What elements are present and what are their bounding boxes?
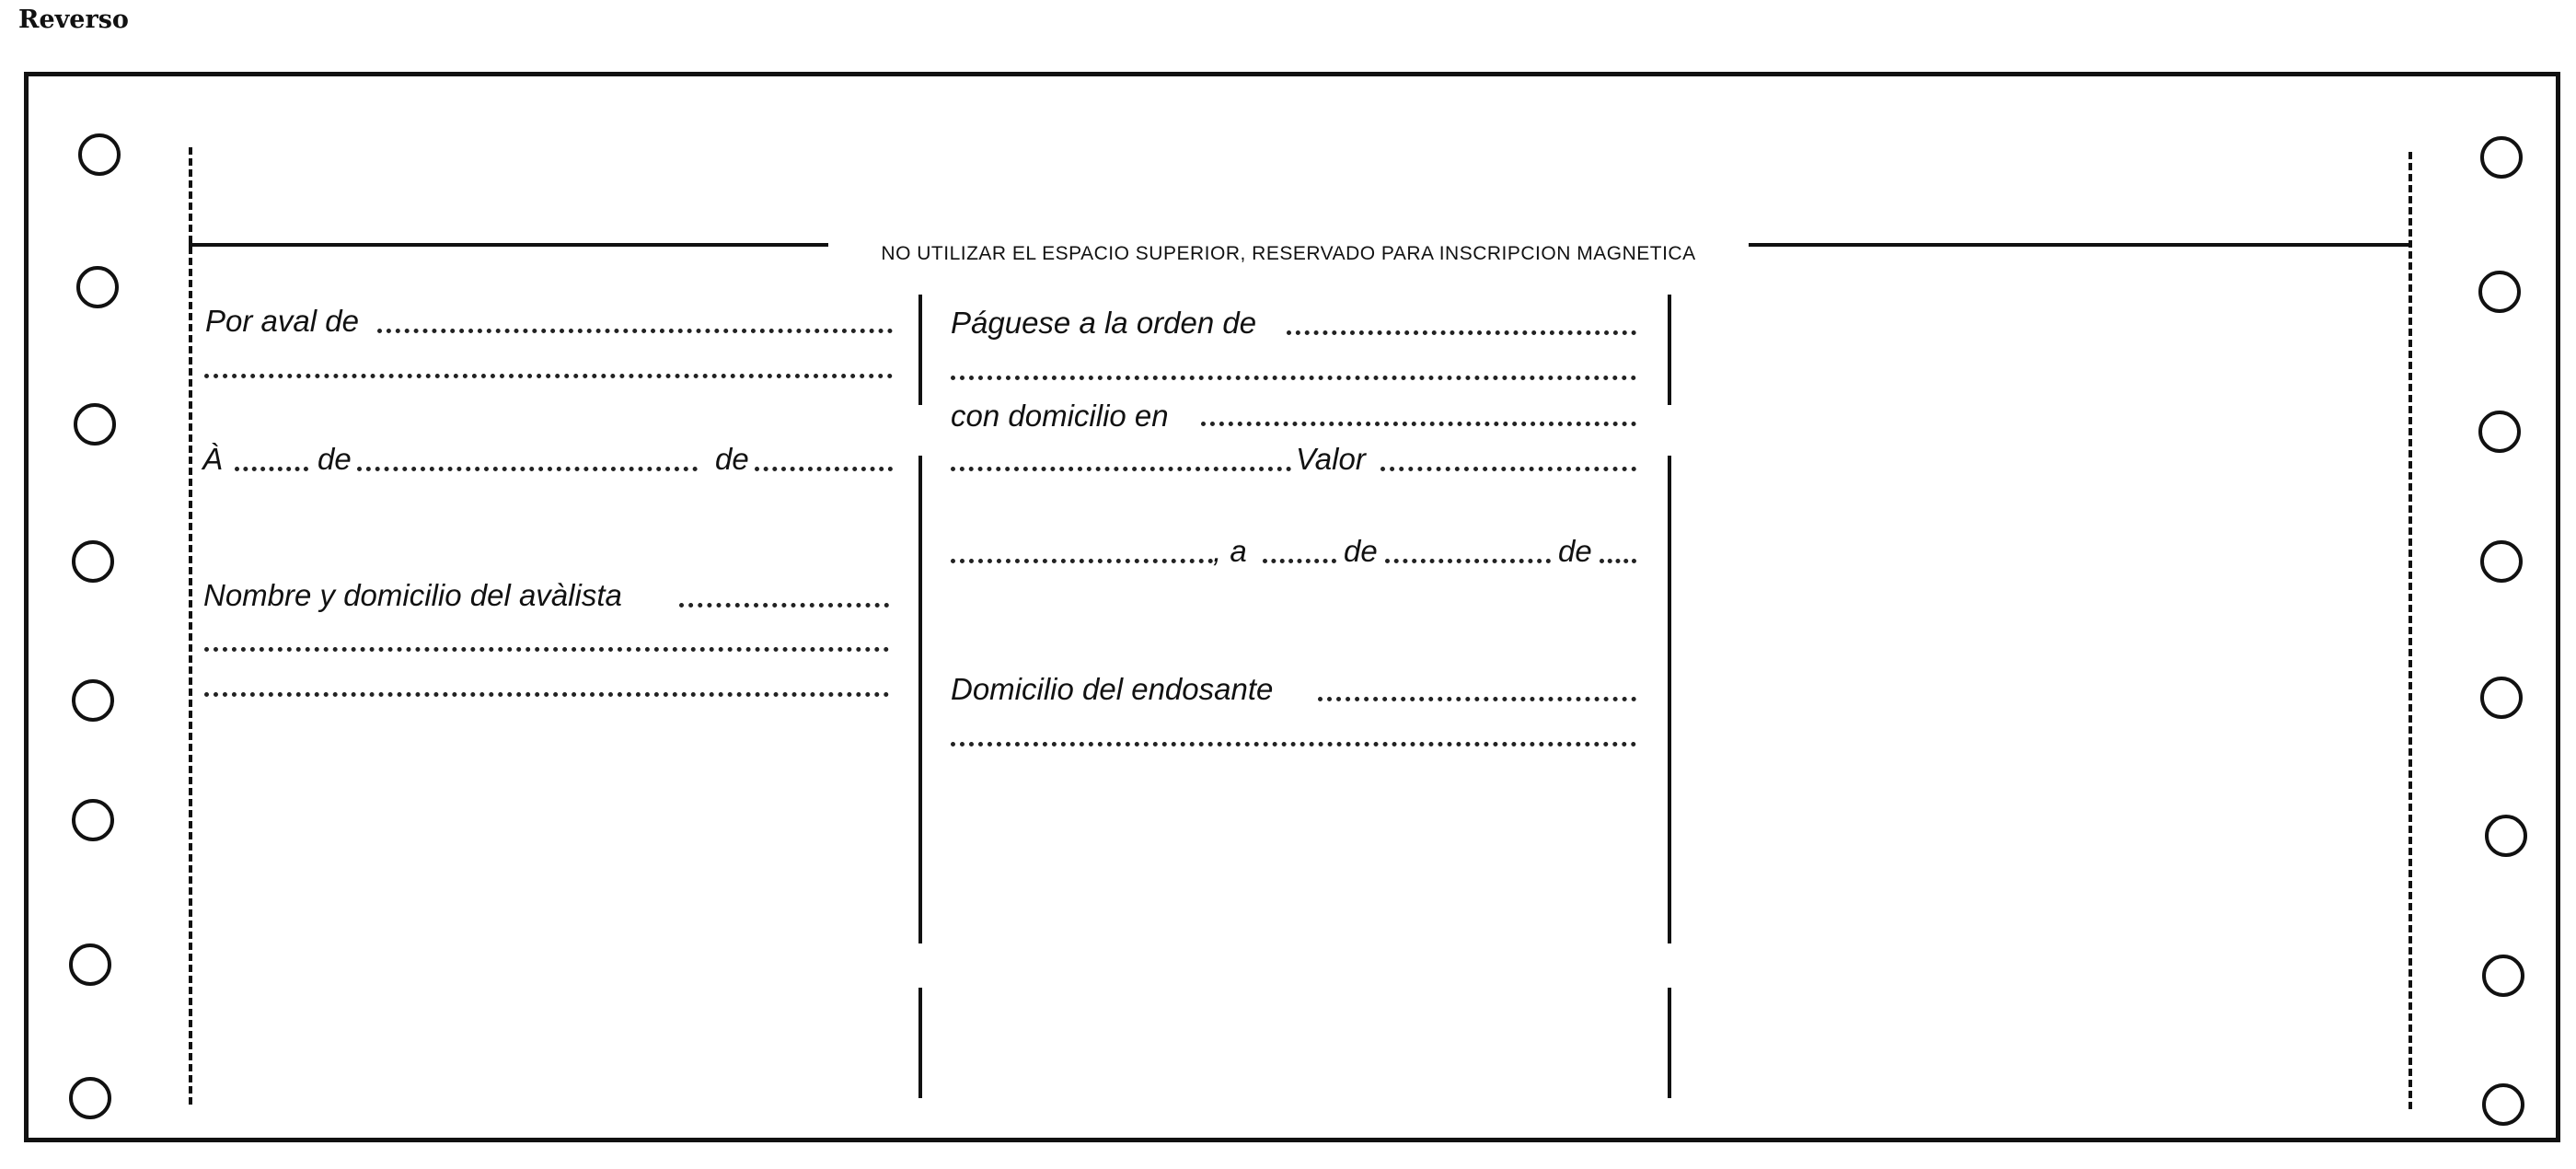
paguese-label: Páguese a la orden de <box>951 306 1257 340</box>
sprocket-hole-right-7 <box>2482 955 2524 997</box>
sprocket-hole-left-2 <box>76 266 119 308</box>
avalista-label: Nombre y domicilio del avàlista <box>203 578 622 612</box>
aval-date-year-line <box>755 467 893 471</box>
sprocket-hole-right-4 <box>2480 540 2523 583</box>
con-domicilio-label: con domicilio en <box>951 399 1169 433</box>
perforation-line-left <box>189 147 192 1105</box>
paguese-fill-line-1 <box>1287 330 1636 335</box>
sprocket-hole-left-6 <box>72 799 114 841</box>
paguese-fill-line-2 <box>951 376 1636 380</box>
divider-2-upper <box>1668 295 1671 405</box>
endoso-date-month-line <box>1385 559 1551 563</box>
valor-fill-line-left <box>951 467 1291 471</box>
avalista-fill-line-2 <box>204 647 889 652</box>
sprocket-hole-left-8 <box>69 1077 111 1119</box>
sprocket-hole-left-4 <box>72 540 114 583</box>
aval-fill-line-1 <box>377 329 893 333</box>
aval-date-de-1: de <box>318 442 352 476</box>
sprocket-hole-right-8 <box>2482 1083 2524 1126</box>
sprocket-hole-right-3 <box>2478 411 2521 453</box>
endoso-date-day-line <box>1263 559 1336 563</box>
aval-date-de-2: de <box>715 442 749 476</box>
sprocket-hole-left-5 <box>72 679 114 722</box>
endoso-date-place-line <box>951 559 1213 563</box>
sprocket-hole-right-6 <box>2485 815 2527 857</box>
endoso-date-year-line <box>1600 559 1636 563</box>
sprocket-hole-left-3 <box>74 403 116 446</box>
aval-date-a: À <box>202 442 224 476</box>
endoso-date-de-1: de <box>1344 534 1378 568</box>
valor-label: Valor <box>1296 442 1366 476</box>
sprocket-hole-right-2 <box>2478 271 2521 313</box>
aval-fill-line-2 <box>204 374 893 378</box>
sprocket-hole-left-1 <box>78 133 121 176</box>
domicilio-endosante-fill-line-1 <box>1318 697 1636 701</box>
sprocket-hole-right-1 <box>2480 136 2523 179</box>
divider-1-lower <box>918 988 922 1098</box>
avalista-fill-line-1 <box>679 603 889 608</box>
endoso-date-de-2: de <box>1558 534 1592 568</box>
perforation-line-right <box>2409 152 2412 1109</box>
domicilio-endosante-fill-line-2 <box>951 742 1636 747</box>
valor-fill-line-right <box>1380 467 1636 471</box>
endoso-date-a: , a <box>1213 534 1247 568</box>
aval-date-month-line <box>357 467 698 471</box>
con-domicilio-fill-line <box>1201 422 1636 426</box>
domicilio-endosante-label: Domicilio del endosante <box>951 672 1274 706</box>
page-label: Reverso <box>18 6 129 34</box>
magnetic-notice: NO UTILIZAR EL ESPACIO SUPERIOR, RESERVADO PARA INSCRIPCION MAGNETICA <box>828 243 1749 265</box>
aval-date-day-line <box>235 467 308 471</box>
avalista-fill-line-3 <box>204 692 889 697</box>
aval-label: Por aval de <box>205 304 359 338</box>
divider-1-upper <box>918 295 922 405</box>
divider-2-middle <box>1668 456 1671 943</box>
sprocket-hole-right-5 <box>2480 677 2523 719</box>
divider-1-middle <box>918 456 922 943</box>
sprocket-hole-left-7 <box>69 943 111 986</box>
divider-2-lower <box>1668 988 1671 1098</box>
